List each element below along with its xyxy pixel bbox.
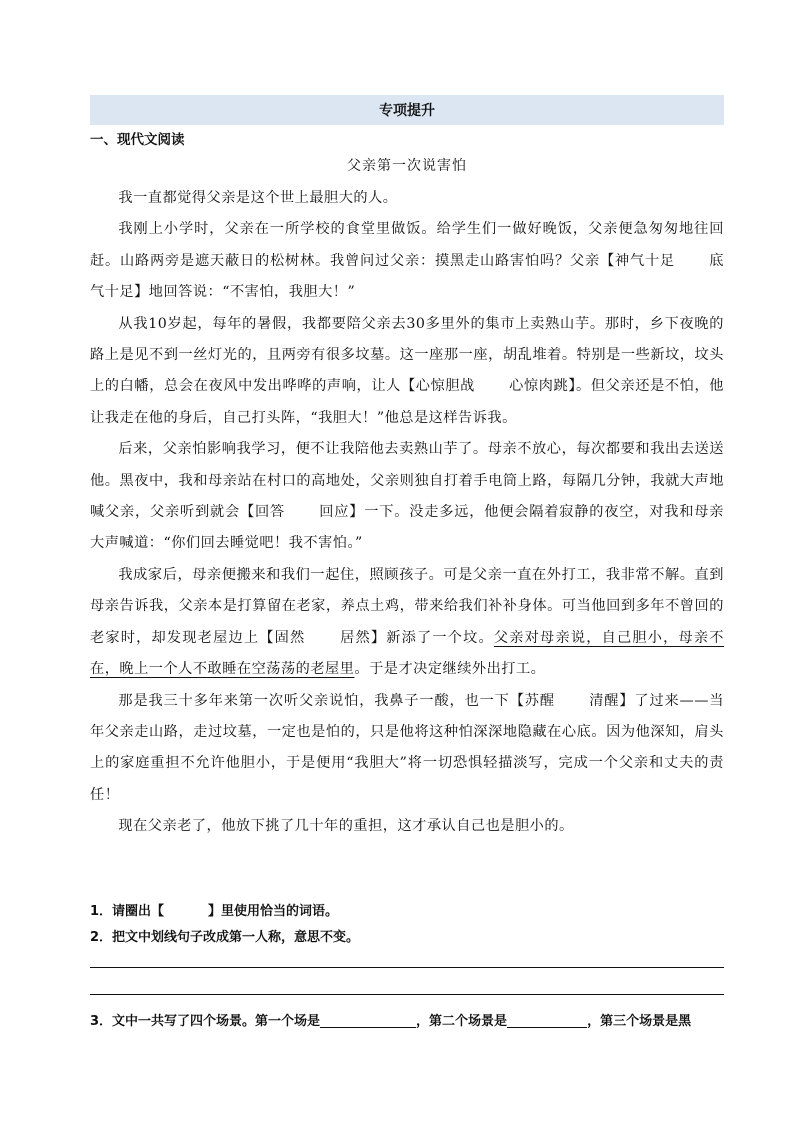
answer-line-2 [90,994,724,995]
paragraph-2-text-a: 我刚上小学时，父亲在一所学校的食堂里做饭。给学生们一做好晚饭，父亲便急匆匆地往回赶。山路两旁是遮天蔽日的松树林。我曾问过父亲：摸黑走山路害怕吗？父亲【神气十足 [90,221,724,269]
underlined-sentence: 父亲对母亲说，自己胆小，母亲不在，晚上一个人不敢睡在空荡荡的老屋里 [90,629,724,678]
paragraph-4-text-a: 后来，父亲怕影响我学习，便不让我陪他去卖熟山芋了。母亲不放心，每次都要和我出去送送他。黑夜中，我和母亲站在村口的高地处，父亲则独自打着手电筒上路，每隔几分钟，我就大声地喊父亲，父亲听到就会【回答 [90,441,724,521]
question-3-text-a: 3．文中一共写了四个场景。第一个场是 [90,1014,321,1029]
paragraph-6-text-b: 清醒】了过来——当年父亲走山路，走过坟墓，一定也是怕的，只是他将这种怕深深地隐藏在心底。因为他深知，肩头上的家庭重担不允许他胆小，于是便用“我胆大”将一切恐惧轻描淡写，完成一个父亲和丈夫的责任！ [90,692,724,803]
page-title: 专项提升 [379,103,435,119]
question-1 [90,900,338,919]
section-heading: 一、现代文阅读 [90,132,185,148]
paragraph-5 [90,560,724,686]
paragraph-5-text-c: 。于是才决定继续外出打工。 [354,661,546,678]
paragraph-4 [90,434,724,560]
question-3-text-c: ，第三个场景是黑 [587,1014,692,1029]
paragraph-3-text-a: 从我10岁起，每年的暑假，我都要陪父亲去30多里外的集市上卖熟山芋。那时，乡下夜晚的路上是见不到一丝灯光的，且两旁有很多坟墓。这一座那一座，胡乱堆着。特别是一些新坟，坟头上的白幡，总会在夜风中发出哗哗的声响，让人【心惊胆战 [90,315,724,395]
paragraph-1 [90,183,724,214]
paragraph-4-text-b: 回应】一下。没走多远，他便会隔着寂静的夜空，对我和母亲大声喊道：“你们回去睡觉吧！我不害怕。” [90,504,724,552]
question-3-text-b: ，第二个场景是 [416,1014,508,1029]
question-3 [90,1010,691,1029]
question-2-text: 2．把文中划线句子改成第一人称，意思不变。 [90,930,360,945]
question-1-text-b: 】里使用恰当的词语。 [208,904,339,919]
paragraph-6 [90,686,724,812]
paragraph-7-text: 现在父亲老了，他放下挑了几十年的重担，这才承认自己也是胆小的。 [118,818,574,835]
answer-line-1 [90,967,724,968]
answer-blank-1[interactable] [320,1013,416,1028]
answer-blank-2[interactable] [507,1013,587,1028]
paragraph-5-text-a: 我成家后，母亲便搬来和我们一起住，照顾孩子。可是父亲一直在外打工，我非常不解。直到母亲告诉我，父亲本是打算留在老家，养点土鸡，带来给我们补补身体。可当他回到多年不曾回的老家时，却发现老屋边上【固然 [90,566,724,646]
paragraph-2-text-b: 底气十足】地回答说：“不害怕，我胆大！” [90,252,724,301]
paragraph-1-text: 我一直都觉得父亲是这个世上最胆大的人。 [118,190,398,206]
paragraph-3 [90,309,724,435]
article-title: 父亲第一次说害怕 [347,158,467,174]
paragraph-6-text-a: 那是我三十多年来第一次听父亲说怕，我鼻子一酸，也一下【苏醒 [118,692,555,709]
paragraph-7 [90,811,724,842]
question-1-text-a: 1．请圈出【 [90,904,165,919]
paragraph-3-text-b: 心惊肉跳】。但父亲还是不怕，他让我走在他的身后，自己打头阵，“我胆大！”他总是这样告诉我。 [90,378,724,426]
article-body [90,183,724,843]
paragraph-2 [90,214,724,308]
question-2 [90,926,359,945]
paragraph-5-text-b: 居然】新添了一个坟。 [339,629,494,646]
page-title-bar [90,95,724,125]
